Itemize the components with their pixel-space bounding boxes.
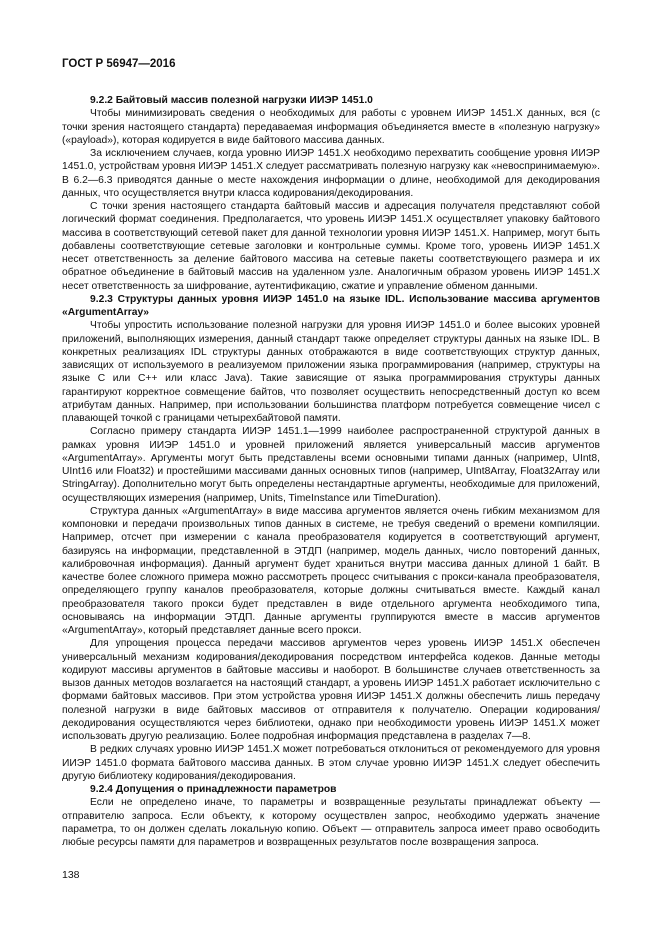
document-body [62,94,600,849]
section-heading: 9.2.4 Допущения о принадлежности параметров [90,784,337,795]
paragraph: Для упрощения процесса передачи массивов аргументов через уровень ИИЭР 1451.X обеспечен универсальный механизм кодирования/декодирования посредством интерфейса кодеков. Данные методы кодируют массивы аргументов в байтовые массивы и наоборот. В большинстве случаев ответственность за вызов данных методов возлагается на настоящий стандарт, а уровень ИИЭР 1451.X работает исключительно с формами байтовых массивов. При этом устройства уровня ИИЭР 1451.X должны обеспечить лишь передачу полезной нагрузки в виде байтовых массивов от отправителя к получателю. Операции кодирования/декодирования осуществляются через библиотеки, однако при необходимости уровень ИИЭР 1451.X может использовать другую реализацию. Более подробная информация представлена в разделах 7—8. [62,638,600,742]
section-heading: 9.2.2 Байтовый массив полезной нагрузки ИИЭР 1451.0 [90,95,373,106]
page-number: 138 [62,869,80,881]
paragraph: В редких случаях уровню ИИЭР 1451.X может потребоваться отклониться от рекомендуемого для уровня ИИЭР 1451.0 формата байтового массива данных. В этом случае уровню ИИЭР 1451.X следует обеспечить другую библиотеку кодирования/декодирования. [62,744,600,782]
paragraph: За исключением случаев, когда уровню ИИЭР 1451.X необходимо перехватить сообщение уровня ИИЭР 1451.0, устройствам уровня ИИЭР 1451.X следует рассматривать полезную нагрузку как «невоспринимаемую». В 6.2—6.3 приводятся данные о месте нахождения информации о длине, необходимой для декодирования данных, что осуществляется внутри класса кодирования/декодирования. [62,148,600,199]
section-heading: 9.2.3 Структуры данных уровня ИИЭР 1451.0 на языке IDL. Использование массива аргументов «ArgumentArray» [62,293,600,318]
paragraph: С точки зрения настоящего стандарта байтовый массив и адресация получателя представляют собой логический формат соединения. Предполагается, что уровень ИИЭР 1451.X осуществляет упаковку байтового массива в соответствующий сетевой пакет для данной технологии уровня ИИЭР 1451.X. Например, могут быть добавлены соответствующие сетевые заголовки и контрольные суммы. Кроме того, уровень ИИЭР 1451.X несет ответственность за деление байтового массива на сетевые пакеты соответствующего размера и их обратное объединение в байтовый массив на удаленном узле. Аналогичным образом уровень ИИЭР 1451.X несет ответственность за шифрование, аутентификацию, сжатие и управление обменом данными. [62,201,600,292]
paragraph: Чтобы минимизировать сведения о необходимых для работы с уровнем ИИЭР 1451.X данных, вся (с точки зрения настоящего стандарта) передаваемая информация объединяется вместе в «полезную нагрузку» («payload»), которая кодируется в виде байтового массива данных. [62,108,600,146]
paragraph: Согласно примеру стандарта ИИЭР 1451.1—1999 наиболее распространенной структурой данных в рамках уровня ИИЭР 1451.0 и уровней приложений является универсальный массив аргументов «ArgumentArray». Аргументы могут быть представлены всеми основными типами данных (например, UInt8, UInt16 или Float32) и простейшими массивами данных основных типов (например, UInt8Array, Float32Array или StringArray). Дополнительно могут быть определены нестандартные аргументы, необходимые для приложений, осуществляющих измерения (например, Units, TimeInstance или TimeDuration). [62,426,600,504]
document-id: ГОСТ Р 56947—2016 [62,58,176,70]
paragraph: Структура данных «ArgumentArray» в виде массива аргументов является очень гибким механизмом для компоновки и передачи произвольных типов данных в системе, не требуя сведений о времени компиляции. Например, отсчет при измерении с канала преобразователя кодируется в соответствующий аргумент, базируясь на информации, представленной в ЭТДП (например, модель данных, число повторений данных, калибровочная информация). Данный аргумент будет храниться внутри массива данных длиной 1 байт. В качестве более сложного примера можно рассмотреть процесс считывания с прокси-канала преобразователя, определяющего группу каналов преобразователя, которые должны считываться вместе. Каждый канал преобразователя такого прокси будет представлен в виде отдельного аргумента необходимого типа, основываясь на информации ЭТДП. Данные аргументы группируются вместе в массив аргументов «ArgumentArray», который представляет данные всего прокси. [62,505,600,636]
paragraph: Если не определено иначе, то параметры и возвращенные результаты принадлежат объекту — отправителю запроса. Если объекту, к которому осуществлен запрос, необходимо удержать значение параметра, то он должен сделать локальную копию. Объект — отправитель запроса имеет право освободить любые ресурсы памяти для параметров и возвращенных результатов после возвращения запроса. [62,797,600,848]
paragraph: Чтобы упростить использование полезной нагрузки для уровня ИИЭР 1451.0 и более высоких уровней приложений, выполняющих измерения, данный стандарт также определяет структуры данных на языке IDL. В конкретных реализациях IDL структуры данных отображаются в виде соответствующих структур данных, зависящих от используемого в реализуемом приложении языка программирования (например, структуры на языке C или C++ или класс Java). Такие зависящие от языка программирования структуры данных гарантируют корректное совмещение байтов, что позволяет осуществить непосредственный доступ ко всем атрибутам данных. Например, при использовании большинства платформ потребуется совмещение чисел с плавающей точкой с границами четырехбайтовой памяти. [62,320,600,424]
